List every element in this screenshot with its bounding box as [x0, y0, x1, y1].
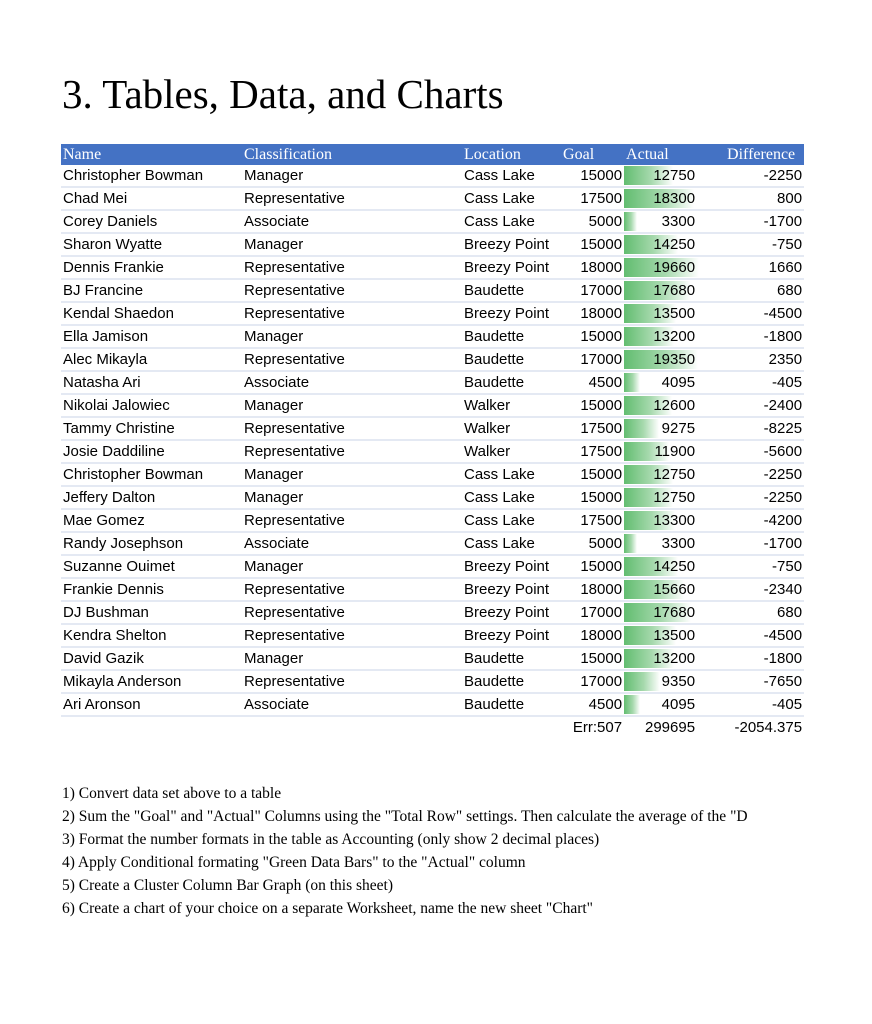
data-bar	[624, 695, 640, 714]
cell-actual[interactable]	[624, 624, 699, 647]
cell-actual-value: 13500	[653, 305, 696, 322]
table-row	[61, 279, 804, 302]
cell-classification[interactable]: Manager	[242, 233, 462, 256]
cell-actual[interactable]	[624, 486, 699, 509]
table-row	[61, 210, 804, 233]
cell-goal[interactable]: 4500	[551, 693, 624, 716]
cell-classification[interactable]: Associate	[242, 532, 462, 555]
cell-name[interactable]: Kendal Shaedon	[61, 302, 242, 325]
column-header-location[interactable]: Location	[462, 144, 551, 165]
instruction-item: 4) Apply Conditional formating "Green Data Bars" to the "Actual" column	[62, 854, 526, 871]
cell-classification[interactable]: Representative	[242, 578, 462, 601]
cell-classification[interactable]: Manager	[242, 463, 462, 486]
cell-actual-value: 19660	[653, 259, 696, 276]
cell-actual-value: 9275	[661, 420, 696, 437]
table-row	[61, 486, 804, 509]
data-bar	[624, 534, 637, 553]
cell-name[interactable]: Natasha Ari	[61, 371, 242, 394]
cell-location[interactable]: Cass Lake	[462, 463, 551, 486]
cell-actual[interactable]	[624, 348, 699, 371]
cell-actual-value: 11900	[654, 443, 696, 460]
cell-location[interactable]: Walker	[462, 440, 551, 463]
cell-actual-value: 12750	[653, 489, 696, 506]
cell-location[interactable]: Baudette	[462, 279, 551, 302]
cell-difference[interactable]: -405	[699, 371, 804, 394]
cell-difference[interactable]: -1700	[699, 532, 804, 555]
cell-goal[interactable]: 17500	[551, 440, 624, 463]
cell-name[interactable]: Christopher Bowman	[61, 463, 242, 486]
instruction-item: 3) Format the number formats in the table as Accounting (only show 2 decimal places)	[62, 831, 600, 848]
table-row	[61, 670, 804, 693]
cell-goal[interactable]: 15000	[551, 233, 624, 256]
cell-name[interactable]: Alec Mikayla	[61, 348, 242, 371]
cell-difference[interactable]: 800	[699, 187, 804, 210]
table-row	[61, 463, 804, 486]
cell-location[interactable]: Breezy Point	[462, 302, 551, 325]
cell-difference[interactable]: 1660	[699, 256, 804, 279]
goal-total[interactable]: Err:507	[572, 719, 623, 736]
cell-location[interactable]: Baudette	[462, 348, 551, 371]
column-header-goal[interactable]: Goal	[551, 144, 624, 165]
cell-goal[interactable]: 15000	[551, 486, 624, 509]
cell-goal[interactable]: 15000	[551, 555, 624, 578]
cell-actual[interactable]	[624, 279, 699, 302]
cell-location[interactable]: Breezy Point	[462, 256, 551, 279]
cell-actual[interactable]	[624, 325, 699, 348]
cell-name[interactable]: Chad Mei	[61, 187, 242, 210]
table-row	[61, 624, 804, 647]
instruction-item: 5) Create a Cluster Column Bar Graph (on this sheet)	[62, 877, 394, 894]
cell-difference[interactable]: -5600	[699, 440, 804, 463]
cell-actual[interactable]	[624, 233, 699, 256]
cell-name[interactable]: Kendra Shelton	[61, 624, 242, 647]
cell-actual-value: 14250	[653, 558, 696, 575]
cell-goal[interactable]: 18000	[551, 256, 624, 279]
cell-name[interactable]: Mae Gomez	[61, 509, 242, 532]
cell-actual-value: 9350	[661, 673, 696, 690]
cell-classification[interactable]: Representative	[242, 440, 462, 463]
table-row	[61, 165, 804, 187]
cell-location[interactable]: Breezy Point	[462, 624, 551, 647]
table-row	[61, 348, 804, 371]
cell-goal[interactable]: 18000	[551, 624, 624, 647]
cell-actual[interactable]	[624, 670, 699, 693]
cell-goal[interactable]: 17000	[551, 601, 624, 624]
cell-difference[interactable]: 2350	[699, 348, 804, 371]
cell-actual-value: 15660	[653, 581, 696, 598]
cell-difference[interactable]: -750	[699, 233, 804, 256]
cell-difference[interactable]: -2250	[699, 486, 804, 509]
table-row	[61, 394, 804, 417]
cell-actual-value: 4095	[661, 696, 696, 713]
cell-actual-value: 14250	[653, 236, 696, 253]
cell-classification[interactable]: Manager	[242, 325, 462, 348]
data-bar	[624, 672, 660, 691]
cell-actual[interactable]	[624, 302, 699, 325]
table-row	[61, 440, 804, 463]
cell-difference[interactable]: -8225	[699, 417, 804, 440]
column-header-difference[interactable]: Difference	[699, 144, 804, 165]
cell-difference[interactable]: -4500	[699, 302, 804, 325]
cell-name[interactable]: David Gazik	[61, 647, 242, 670]
cell-name[interactable]: Christopher Bowman	[61, 165, 242, 187]
cell-classification[interactable]: Representative	[242, 601, 462, 624]
cell-goal[interactable]: 17500	[551, 187, 624, 210]
cell-classification[interactable]: Representative	[242, 624, 462, 647]
cell-name[interactable]: BJ Francine	[61, 279, 242, 302]
cell-classification[interactable]: Associate	[242, 371, 462, 394]
cell-actual[interactable]	[624, 601, 699, 624]
cell-actual-value: 13200	[653, 328, 696, 345]
cell-actual[interactable]	[624, 165, 699, 187]
cell-name[interactable]: Sharon Wyatte	[61, 233, 242, 256]
cell-difference[interactable]: -7650	[699, 670, 804, 693]
instructions-list	[62, 782, 862, 920]
page-title: 3. Tables, Data, and Charts	[62, 71, 504, 117]
cell-name[interactable]: Jeffery Dalton	[61, 486, 242, 509]
cell-goal[interactable]: 4500	[551, 371, 624, 394]
table-row	[61, 555, 804, 578]
table-row	[61, 693, 804, 716]
data-bar	[624, 212, 637, 231]
cell-actual-value: 17680	[653, 282, 696, 299]
data-bar	[624, 419, 659, 438]
cell-name[interactable]: Tammy Christine	[61, 417, 242, 440]
cell-name[interactable]: Frankie Dennis	[61, 578, 242, 601]
cell-actual-value: 13300	[653, 512, 696, 529]
cell-goal[interactable]: 17000	[551, 670, 624, 693]
table-row	[61, 578, 804, 601]
cell-goal[interactable]: 17000	[551, 348, 624, 371]
cell-difference[interactable]: -2250	[699, 463, 804, 486]
cell-actual[interactable]	[624, 371, 699, 394]
table-row	[61, 371, 804, 394]
cell-actual[interactable]	[624, 187, 699, 210]
cell-actual[interactable]	[624, 394, 699, 417]
cell-classification[interactable]: Manager	[242, 486, 462, 509]
cell-difference[interactable]: 680	[699, 601, 804, 624]
cell-difference[interactable]: 680	[699, 279, 804, 302]
table-row	[61, 325, 804, 348]
cell-name[interactable]: Ella Jamison	[61, 325, 242, 348]
cell-name[interactable]: Corey Daniels	[61, 210, 242, 233]
cell-actual[interactable]	[624, 555, 699, 578]
cell-difference[interactable]: -1700	[699, 210, 804, 233]
cell-actual-value: 18300	[653, 190, 696, 207]
cell-actual[interactable]	[624, 509, 699, 532]
cell-location[interactable]: Breezy Point	[462, 233, 551, 256]
cell-goal[interactable]: 17500	[551, 509, 624, 532]
cell-actual-value: 17680	[653, 604, 696, 621]
cell-name[interactable]: Dennis Frankie	[61, 256, 242, 279]
cell-classification[interactable]: Representative	[242, 279, 462, 302]
column-header-classification[interactable]: Classification	[242, 144, 462, 165]
cell-location[interactable]: Cass Lake	[462, 532, 551, 555]
table-row	[61, 532, 804, 555]
cell-goal[interactable]: 15000	[551, 165, 624, 187]
cell-difference[interactable]: -1800	[699, 647, 804, 670]
cell-actual-value: 13500	[653, 627, 696, 644]
table-body	[61, 165, 804, 716]
cell-classification[interactable]: Manager	[242, 555, 462, 578]
cell-location[interactable]: Cass Lake	[462, 165, 551, 187]
cell-actual-value: 19350	[653, 351, 696, 368]
cell-location[interactable]: Breezy Point	[462, 601, 551, 624]
cell-classification[interactable]: Associate	[242, 210, 462, 233]
cell-actual[interactable]	[624, 210, 699, 233]
total-cell-empty	[462, 716, 551, 738]
table-row	[61, 509, 804, 532]
cell-location[interactable]: Cass Lake	[462, 187, 551, 210]
cell-actual-value: 3300	[661, 535, 696, 552]
cell-actual[interactable]	[624, 417, 699, 440]
cell-difference[interactable]: -4200	[699, 509, 804, 532]
cell-location[interactable]: Breezy Point	[462, 555, 551, 578]
cell-actual-value: 12750	[653, 167, 696, 184]
table-row	[61, 417, 804, 440]
cell-location[interactable]: Breezy Point	[462, 578, 551, 601]
cell-name[interactable]: Nikolai Jalowiec	[61, 394, 242, 417]
cell-location[interactable]: Cass Lake	[462, 210, 551, 233]
cell-difference[interactable]: -4500	[699, 624, 804, 647]
cell-actual[interactable]	[624, 256, 699, 279]
cell-classification[interactable]: Manager	[242, 647, 462, 670]
cell-name[interactable]: Ari Aronson	[61, 693, 242, 716]
data-bar	[624, 373, 640, 392]
cell-actual-value: 4095	[661, 374, 696, 391]
cell-difference[interactable]: -1800	[699, 325, 804, 348]
difference-average[interactable]: -2054.375	[734, 719, 803, 736]
total-cell-empty	[61, 716, 242, 738]
table-row	[61, 601, 804, 624]
cell-location[interactable]: Baudette	[462, 647, 551, 670]
cell-classification[interactable]: Representative	[242, 302, 462, 325]
cell-goal[interactable]: 15000	[551, 463, 624, 486]
cell-classification[interactable]: Representative	[242, 670, 462, 693]
cell-name[interactable]: Randy Josephson	[61, 532, 242, 555]
cell-classification[interactable]: Manager	[242, 165, 462, 187]
instruction-item: 6) Create a chart of your choice on a separate Worksheet, name the new sheet "Chart"	[62, 900, 594, 917]
cell-location[interactable]: Baudette	[462, 693, 551, 716]
total-cell-empty	[242, 716, 462, 738]
cell-location[interactable]: Cass Lake	[462, 509, 551, 532]
data-table	[61, 144, 804, 738]
cell-goal[interactable]: 17000	[551, 279, 624, 302]
cell-goal[interactable]: 18000	[551, 302, 624, 325]
cell-actual[interactable]	[624, 463, 699, 486]
cell-name[interactable]: Mikayla Anderson	[61, 670, 242, 693]
cell-difference[interactable]: -750	[699, 555, 804, 578]
cell-goal[interactable]: 5000	[551, 532, 624, 555]
cell-location[interactable]: Baudette	[462, 325, 551, 348]
cell-actual[interactable]	[624, 440, 699, 463]
cell-actual[interactable]	[624, 693, 699, 716]
cell-name[interactable]: Josie Daddiline	[61, 440, 242, 463]
cell-difference[interactable]: -405	[699, 693, 804, 716]
actual-total[interactable]: 299695	[644, 719, 696, 736]
cell-goal[interactable]: 15000	[551, 394, 624, 417]
cell-actual[interactable]	[624, 647, 699, 670]
cell-location[interactable]: Cass Lake	[462, 486, 551, 509]
table-row	[61, 187, 804, 210]
cell-goal[interactable]: 18000	[551, 578, 624, 601]
cell-location[interactable]: Walker	[462, 417, 551, 440]
cell-actual-value: 12600	[653, 397, 696, 414]
instruction-item: 2) Sum the "Goal" and "Actual" Columns using the "Total Row" settings. Then calculate the average of the "D	[62, 808, 748, 825]
table-row	[61, 233, 804, 256]
cell-difference[interactable]: -2400	[699, 394, 804, 417]
cell-location[interactable]: Baudette	[462, 371, 551, 394]
cell-classification[interactable]: Representative	[242, 417, 462, 440]
cell-goal[interactable]: 15000	[551, 325, 624, 348]
cell-classification[interactable]: Representative	[242, 348, 462, 371]
cell-actual[interactable]	[624, 532, 699, 555]
cell-name[interactable]: Suzanne Ouimet	[61, 555, 242, 578]
column-header-actual[interactable]: Actual	[624, 144, 699, 165]
cell-actual-value: 12750	[653, 466, 696, 483]
cell-difference[interactable]: -2340	[699, 578, 804, 601]
cell-goal[interactable]: 15000	[551, 647, 624, 670]
table-row	[61, 256, 804, 279]
column-header-name[interactable]: Name	[61, 144, 242, 165]
instruction-item: 1) Convert data set above to a table	[62, 785, 282, 802]
cell-actual[interactable]	[624, 578, 699, 601]
table-row	[61, 647, 804, 670]
cell-classification[interactable]: Representative	[242, 187, 462, 210]
cell-location[interactable]: Walker	[462, 394, 551, 417]
table-header-row	[61, 144, 804, 165]
cell-goal[interactable]: 5000	[551, 210, 624, 233]
cell-classification[interactable]: Associate	[242, 693, 462, 716]
cell-classification[interactable]: Manager	[242, 394, 462, 417]
cell-classification[interactable]: Representative	[242, 256, 462, 279]
cell-goal[interactable]: 17500	[551, 417, 624, 440]
cell-actual-value: 13200	[653, 650, 696, 667]
cell-classification[interactable]: Representative	[242, 509, 462, 532]
cell-difference[interactable]: -2250	[699, 165, 804, 187]
cell-actual-value: 3300	[661, 213, 696, 230]
total-row	[61, 716, 804, 738]
table-row	[61, 302, 804, 325]
cell-name[interactable]: DJ Bushman	[61, 601, 242, 624]
cell-location[interactable]: Baudette	[462, 670, 551, 693]
